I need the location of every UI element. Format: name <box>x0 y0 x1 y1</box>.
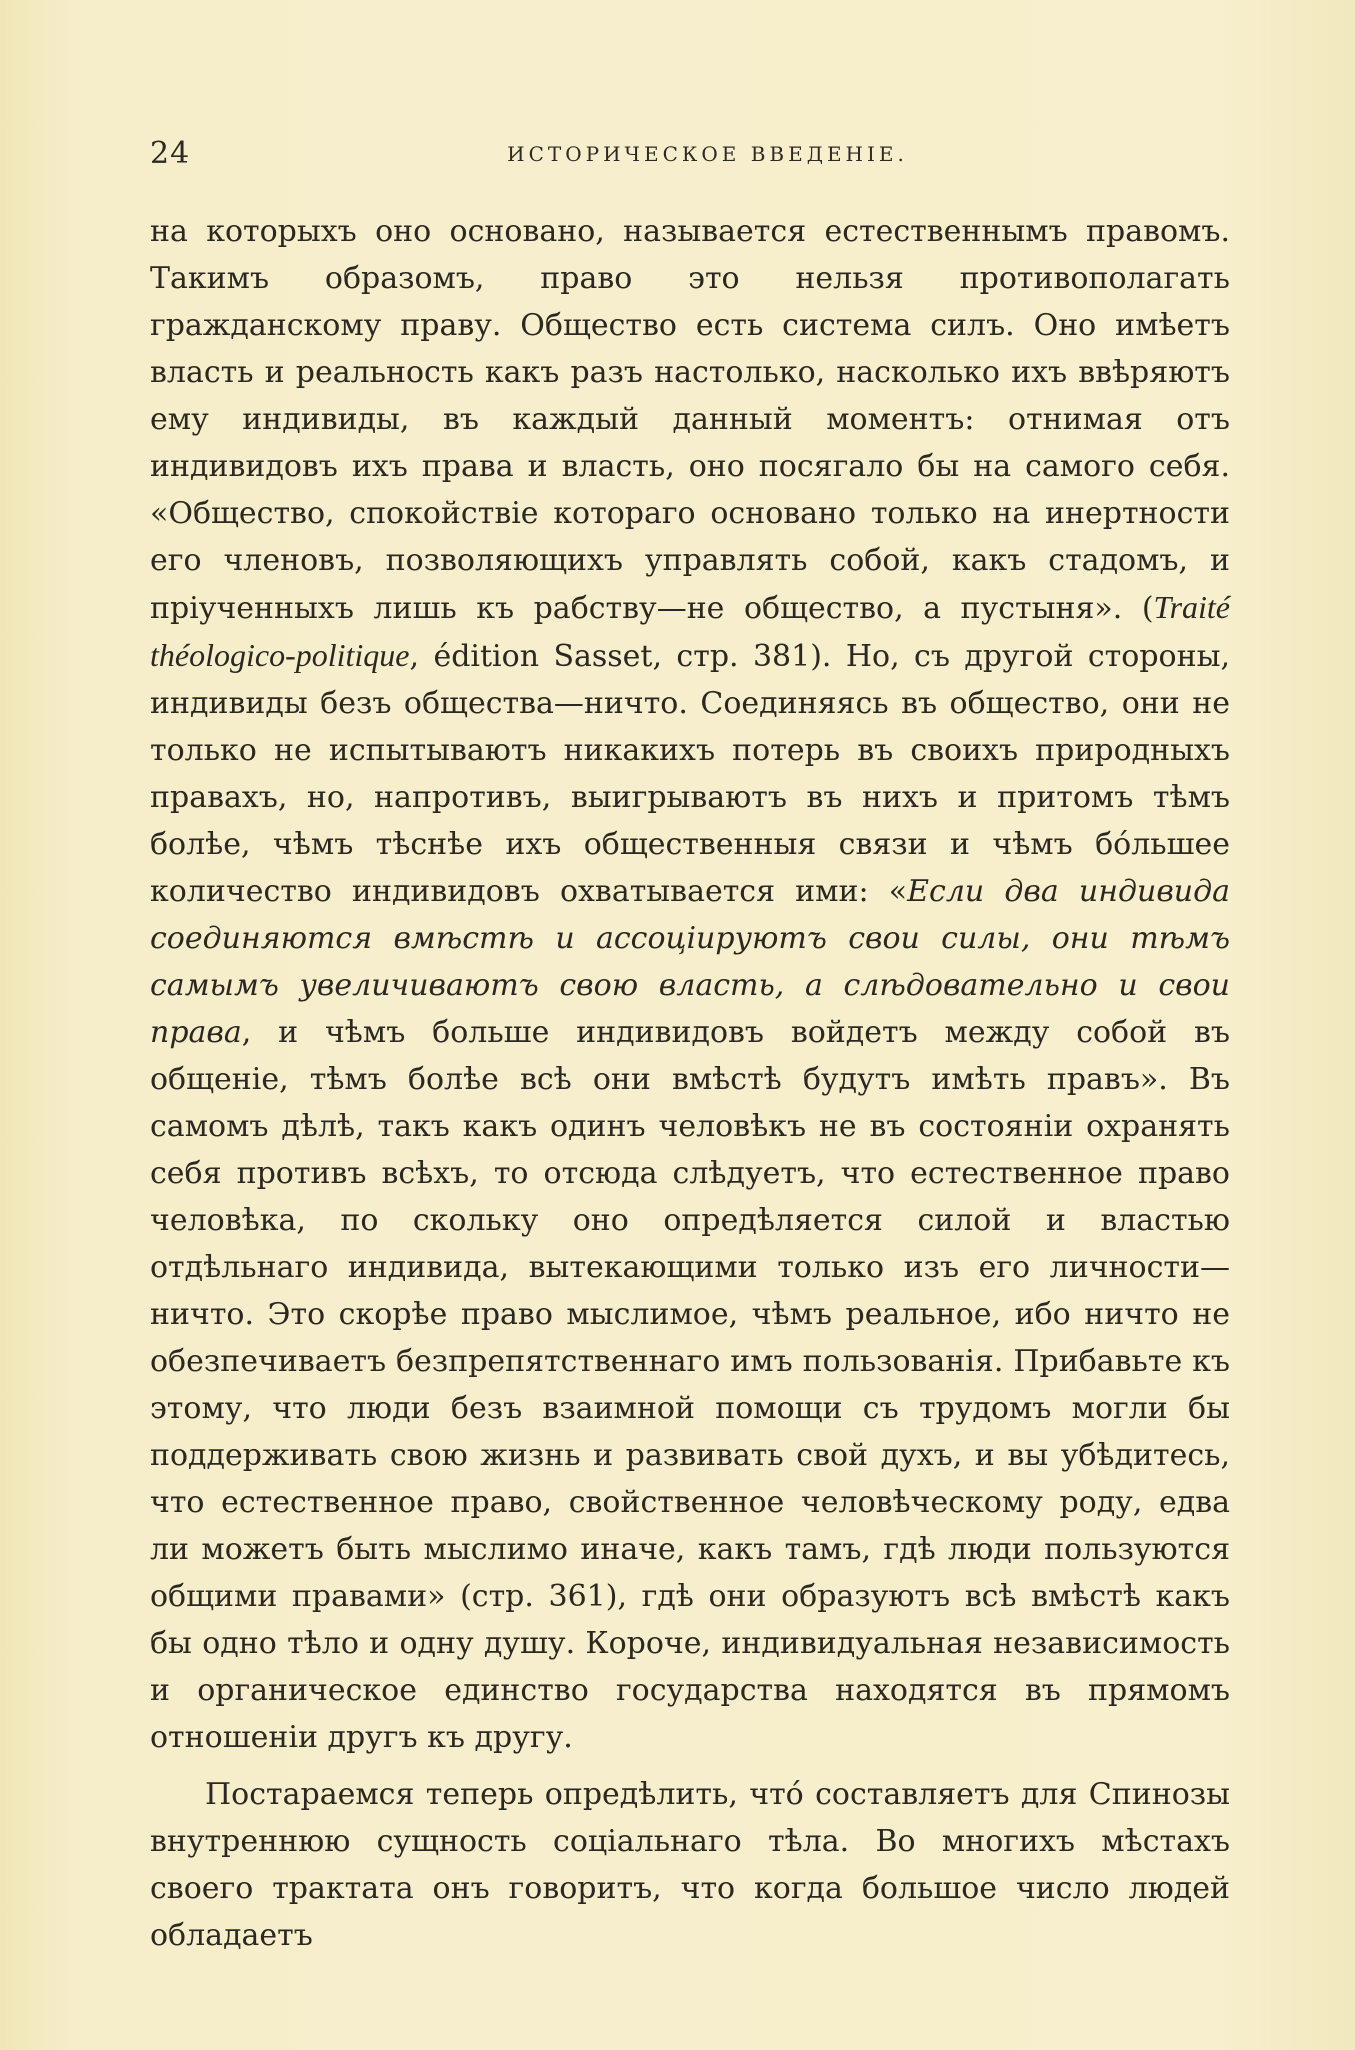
page-number: 24 <box>150 136 191 171</box>
italic-quotation: Если два индивида соединяются вмѣстѣ и ассоціируютъ свои силы, они тѣмъ самымъ увеличиваютъ свою власть, а слѣдовательно и свои права <box>150 874 1231 1050</box>
page-header <box>150 128 1235 178</box>
running-head: ИСТОРИЧЕСКОЕ ВВЕДЕНІЕ. <box>507 142 908 166</box>
paragraph-1-text-a: на которыхъ оно основано, называется естественнымъ правомъ. Такимъ образомъ, право это нельзя противополагать гражданскому праву. Общество есть система силъ. Оно имѣетъ власть и реальность какъ разъ настолько, насколько ихъ ввѣряютъ ему индивиды, въ каждый данный моментъ: отнимая отъ индивидовъ ихъ права и власть, оно посягало бы на самого себя. «Общество, спокойствіе котораго основано только на инертности его членовъ, позволяющихъ управлять собой, какъ стадомъ, и пріученныхъ лишь къ рабству—не общество, а пустыня». ( <box>150 214 1230 626</box>
book-title-italic: Traité théologico-politique <box>150 589 1230 673</box>
paragraph-2: Постараемся теперь опредѣлить, что́ составляетъ для Спинозы внутреннюю сущность соціальнаго тѣла. Во многихъ мѣстахъ своего трактата онъ говоритъ, что когда большое число людей обладаетъ <box>150 1777 1230 1953</box>
paragraph-1-text-c: , и чѣмъ больше индивидовъ войдетъ между собой въ общеніе, тѣмъ болѣе всѣ они вмѣстѣ будутъ имѣть правъ». Въ самомъ дѣлѣ, такъ какъ одинъ человѣкъ не въ состояніи охранять себя противъ всѣхъ, то отсюда слѣдуетъ, что естественное право человѣка, по скольку оно опредѣляется силой и властью отдѣльнаго индивида, вытекающими только изъ его личности—ничто. Это скорѣе право мыслимое, чѣмъ реальное, ибо ничто не обезпечиваетъ безпрепятственнаго имъ пользованія. Прибавьте къ этому, что люди безъ взаимной помощи съ трудомъ могли бы поддерживать свою жизнь и развивать свой духъ, и вы убѣдитесь, что естественное право, свойственное человѣческому роду, едва ли можетъ быть мыслимо иначе, какъ тамъ, гдѣ люди пользуются общими правами» (стр. 361), гдѣ они образуютъ всѣ вмѣстѣ какъ бы одно тѣло и одну душу. Короче, индивидуальная независимость и органическое единство государства находятся въ прямомъ отношеніи другъ къ другу. <box>150 1015 1230 1755</box>
body-text <box>150 208 1230 1959</box>
paragraph-1 <box>150 208 1230 1761</box>
paragraph-1-text-b: , édition Sasset, стр. 381). Но, съ другой стороны, индивиды безъ общества—ничто. Соединяясь въ общество, они не только не испытываютъ никакихъ потерь въ своихъ природныхъ правахъ, но, напротивъ, выигрываютъ въ нихъ и притомъ тѣмъ болѣе, чѣмъ тѣснѣе ихъ общественныя связи и чѣмъ бо́льшее количество индивидовъ охватывается ими: « <box>150 639 1230 909</box>
